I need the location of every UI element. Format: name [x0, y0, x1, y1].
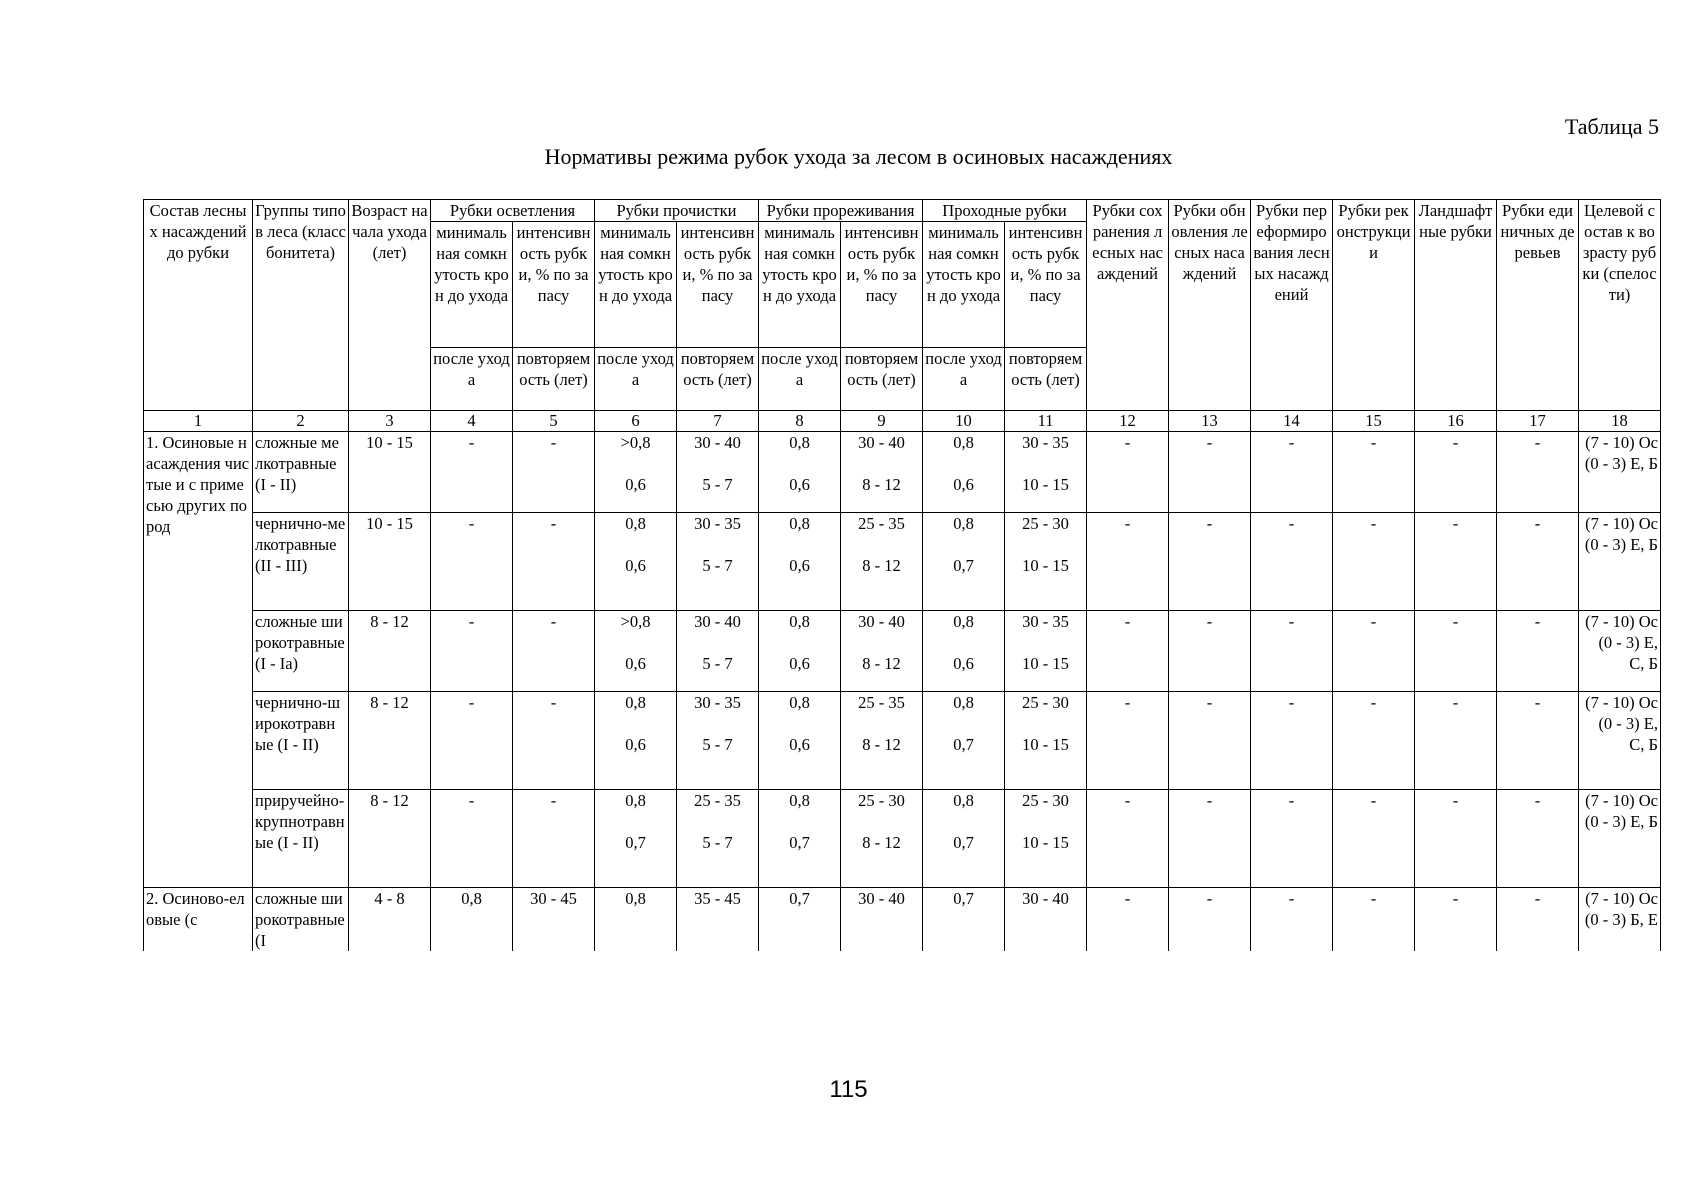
passing-density-cell-bottom: 0,7 — [953, 735, 974, 754]
clearing-density-cell: - — [431, 611, 513, 692]
header-composition: Состав лесных насаждений до рубки — [144, 200, 253, 411]
header-intensity: интенсивность рубки, % по запасу — [677, 222, 759, 348]
dash-cell-c12: - — [1087, 513, 1169, 611]
column-number: 4 — [431, 411, 513, 432]
column-number: 11 — [1005, 411, 1087, 432]
cleaning-density-cell-bottom: 0,6 — [625, 556, 646, 575]
header-c13: Рубки обновления лесных насаждений — [1169, 200, 1251, 411]
header-c15: Рубки реконструкции — [1333, 200, 1415, 411]
passing-density-cell-bottom: 0,7 — [953, 556, 974, 575]
passing-density-cell: 0,7 — [923, 888, 1005, 952]
passing-density-cell-top: 0,8 — [953, 693, 974, 712]
dash-cell-c15: - — [1333, 513, 1415, 611]
thinning-intensity-cell: 30 - 40 — [841, 888, 923, 952]
passing-intensity-cell-bottom: 10 - 15 — [1022, 833, 1069, 852]
column-number: 6 — [595, 411, 677, 432]
cleaning-intensity-cell-bottom: 5 - 7 — [702, 735, 733, 754]
target-composition-admixture: (0 - 3) Е, С, Б — [1598, 714, 1659, 754]
spacer — [597, 534, 674, 555]
column-number: 2 — [253, 411, 349, 432]
header-repeat: повторяемость (лет) — [841, 348, 923, 411]
target-composition-main: (7 - 10) Ос (0 - 3) Б, Е — [1584, 889, 1659, 929]
forest-type-cell: чернично-широкотравные (I - II) — [253, 692, 349, 790]
passing-density-cell — [923, 432, 1005, 513]
header-passing: Проходные рубки — [923, 200, 1087, 222]
cleaning-intensity-cell — [677, 611, 759, 692]
header-min-density: минимальная сомкнутость крон до ухода — [923, 222, 1005, 348]
thinning-intensity-cell — [841, 790, 923, 888]
thinning-intensity-cell-bottom: 8 - 12 — [862, 475, 901, 494]
table-row — [144, 611, 1661, 692]
header-c14: Рубки переформирования лесных насаждений — [1251, 200, 1333, 411]
target-composition-admixture: (0 - 3) Е, Б — [1584, 535, 1659, 554]
table-row — [144, 513, 1661, 611]
column-number: 10 — [923, 411, 1005, 432]
spacer — [925, 713, 1002, 734]
thinning-density-cell-top: 0,8 — [789, 791, 810, 810]
passing-density-cell-top: 0,8 — [953, 514, 974, 533]
spacer — [843, 811, 920, 832]
table-row — [144, 888, 1661, 952]
passing-intensity-cell-top: 30 - 35 — [1022, 433, 1069, 452]
spacer — [761, 632, 838, 653]
composition-cell: 1. Осиновые насаждения чистые и с примесью других пород — [144, 432, 253, 888]
spacer — [925, 811, 1002, 832]
dash-cell-c14: - — [1251, 888, 1333, 952]
column-number: 17 — [1497, 411, 1579, 432]
spacer — [1007, 534, 1084, 555]
thinning-intensity-cell-top: 30 - 40 — [858, 612, 905, 631]
clearing-intensity-cell: - — [513, 432, 595, 513]
thinning-intensity-cell-top: 25 - 30 — [858, 791, 905, 810]
dash-cell-c13: - — [1169, 888, 1251, 952]
cleaning-intensity-cell-bottom: 5 - 7 — [702, 654, 733, 673]
thinning-intensity-cell-bottom: 8 - 12 — [862, 735, 901, 754]
cleaning-intensity-cell-bottom: 5 - 7 — [702, 556, 733, 575]
passing-intensity-cell — [1005, 513, 1087, 611]
dash-cell-c13: - — [1169, 513, 1251, 611]
spacer — [761, 811, 838, 832]
page-number: 115 — [829, 1076, 868, 1103]
passing-density-cell-top: 0,8 — [953, 791, 974, 810]
norms-table — [143, 199, 1661, 951]
cleaning-intensity-cell — [677, 692, 759, 790]
cleaning-intensity-cell — [677, 513, 759, 611]
passing-intensity-cell — [1005, 790, 1087, 888]
thinning-density-cell-bottom: 0,7 — [789, 833, 810, 852]
spacer — [925, 534, 1002, 555]
spacer — [679, 453, 756, 474]
passing-intensity-cell — [1005, 432, 1087, 513]
dash-cell-c17: - — [1497, 611, 1579, 692]
spacer — [1007, 811, 1084, 832]
cleaning-density-cell — [595, 432, 677, 513]
dash-cell-c12: - — [1087, 611, 1169, 692]
dash-cell-c13: - — [1169, 611, 1251, 692]
passing-density-cell — [923, 692, 1005, 790]
clearing-density-cell: - — [431, 692, 513, 790]
target-composition-main: (7 - 10) Ос — [1585, 693, 1659, 712]
cleaning-intensity-cell: 35 - 45 — [677, 888, 759, 952]
dash-cell-c14: - — [1251, 611, 1333, 692]
clearing-intensity-cell: - — [513, 692, 595, 790]
spacer — [843, 632, 920, 653]
target-composition-admixture: (0 - 3) Е, Б — [1584, 454, 1659, 473]
thinning-density-cell — [759, 611, 841, 692]
dash-cell-c16: - — [1415, 790, 1497, 888]
header-intensity: интенсивность рубки, % по запасу — [841, 222, 923, 348]
column-number: 13 — [1169, 411, 1251, 432]
dash-cell-c15: - — [1333, 611, 1415, 692]
spacer — [761, 453, 838, 474]
dash-cell-c15: - — [1333, 692, 1415, 790]
header-c12: Рубки сохранения лесных насаждений — [1087, 200, 1169, 411]
header-after-care: после ухода — [759, 348, 841, 411]
target-composition-cell — [1579, 692, 1661, 790]
cleaning-intensity-cell-top: 30 - 35 — [694, 514, 741, 533]
passing-intensity-cell-bottom: 10 - 15 — [1022, 654, 1069, 673]
cleaning-density-cell-bottom: 0,6 — [625, 654, 646, 673]
clearing-density-cell: - — [431, 513, 513, 611]
cleaning-density-cell — [595, 692, 677, 790]
header-repeat: повторяемость (лет) — [1005, 348, 1087, 411]
spacer — [1007, 713, 1084, 734]
cleaning-intensity-cell-top: 30 - 40 — [694, 612, 741, 631]
cleaning-density-cell: 0,8 — [595, 888, 677, 952]
cleaning-intensity-cell-bottom: 5 - 7 — [702, 475, 733, 494]
forest-type-cell: сложные широкотравные (I - Ia) — [253, 611, 349, 692]
cleaning-density-cell-top: >0,8 — [620, 612, 651, 631]
header-after-care: после ухода — [923, 348, 1005, 411]
thinning-intensity-cell — [841, 611, 923, 692]
column-number: 8 — [759, 411, 841, 432]
header-repeat: повторяемость (лет) — [513, 348, 595, 411]
header-repeat: повторяемость (лет) — [677, 348, 759, 411]
thinning-density-cell-bottom: 0,6 — [789, 735, 810, 754]
cleaning-intensity-cell-top: 25 - 35 — [694, 791, 741, 810]
thinning-density-cell-bottom: 0,6 — [789, 475, 810, 494]
passing-intensity-cell-top: 25 - 30 — [1022, 791, 1069, 810]
spacer — [843, 534, 920, 555]
dash-cell-c16: - — [1415, 888, 1497, 952]
clearing-intensity-cell: - — [513, 790, 595, 888]
passing-intensity-cell-top: 30 - 35 — [1022, 612, 1069, 631]
passing-density-cell-top: 0,8 — [953, 612, 974, 631]
passing-density-cell-bottom: 0,6 — [953, 475, 974, 494]
clearing-intensity-cell: 30 - 45 — [513, 888, 595, 952]
cleaning-density-cell-top: >0,8 — [620, 433, 651, 452]
dash-cell-c17: - — [1497, 888, 1579, 952]
forest-type-cell: приручейно-крупнотравные (I - II) — [253, 790, 349, 888]
dash-cell-c13: - — [1169, 432, 1251, 513]
header-forest-groups: Группы типов леса (класс бонитета) — [253, 200, 349, 411]
header-min-density: минимальная сомкнутость крон до ухода — [759, 222, 841, 348]
spacer — [679, 534, 756, 555]
dash-cell-c12: - — [1087, 692, 1169, 790]
thinning-intensity-cell — [841, 692, 923, 790]
start-age-cell: 8 - 12 — [349, 692, 431, 790]
start-age-cell: 10 - 15 — [349, 513, 431, 611]
table-title: Нормативы режима рубок ухода за лесом в осиновых насаждениях — [544, 144, 1173, 169]
dash-cell-c17: - — [1497, 790, 1579, 888]
dash-cell-c17: - — [1497, 513, 1579, 611]
spacer — [761, 534, 838, 555]
thinning-intensity-cell-top: 25 - 35 — [858, 693, 905, 712]
target-composition-cell — [1579, 611, 1661, 692]
target-composition-main: (7 - 10) Ос — [1585, 514, 1659, 533]
dash-cell-c17: - — [1497, 692, 1579, 790]
column-numbers-row — [144, 411, 1661, 432]
forest-type-cell: сложные мелкотравные (I - II) — [253, 432, 349, 513]
spacer — [761, 713, 838, 734]
spacer — [679, 713, 756, 734]
header-thinning: Рубки прореживания — [759, 200, 923, 222]
cleaning-intensity-cell-top: 30 - 40 — [694, 433, 741, 452]
table-row — [144, 790, 1661, 888]
cleaning-density-cell-bottom: 0,6 — [625, 475, 646, 494]
cleaning-intensity-cell-bottom: 5 - 7 — [702, 833, 733, 852]
column-number: 12 — [1087, 411, 1169, 432]
cleaning-density-cell — [595, 513, 677, 611]
dash-cell-c16: - — [1415, 692, 1497, 790]
dash-cell-c15: - — [1333, 888, 1415, 952]
thinning-density-cell — [759, 513, 841, 611]
dash-cell-c16: - — [1415, 513, 1497, 611]
thinning-density-cell-bottom: 0,6 — [789, 556, 810, 575]
start-age-cell: 10 - 15 — [349, 432, 431, 513]
target-composition-cell — [1579, 513, 1661, 611]
cleaning-density-cell — [595, 790, 677, 888]
column-number: 9 — [841, 411, 923, 432]
column-number: 5 — [513, 411, 595, 432]
cleaning-density-cell-top: 0,8 — [625, 514, 646, 533]
passing-intensity-cell — [1005, 692, 1087, 790]
table-row — [144, 432, 1661, 513]
thinning-intensity-cell — [841, 432, 923, 513]
target-composition-cell — [1579, 432, 1661, 513]
column-number: 18 — [1579, 411, 1661, 432]
dash-cell-c12: - — [1087, 888, 1169, 952]
spacer — [597, 811, 674, 832]
header-c16: Ландшафтные рубки — [1415, 200, 1497, 411]
clearing-density-cell: 0,8 — [431, 888, 513, 952]
header-c18: Целевой состав к возрасту рубки (спелости) — [1579, 200, 1661, 411]
dash-cell-c14: - — [1251, 692, 1333, 790]
cleaning-intensity-cell — [677, 790, 759, 888]
passing-intensity-cell — [1005, 611, 1087, 692]
target-composition-cell — [1579, 790, 1661, 888]
target-composition-main: (7 - 10) Ос — [1585, 612, 1659, 631]
thinning-intensity-cell-bottom: 8 - 12 — [862, 833, 901, 852]
cleaning-density-cell-bottom: 0,6 — [625, 735, 646, 754]
passing-intensity-cell-bottom: 10 - 15 — [1022, 475, 1069, 494]
thinning-density-cell-top: 0,8 — [789, 693, 810, 712]
spacer — [843, 453, 920, 474]
spacer — [925, 453, 1002, 474]
cleaning-density-cell — [595, 611, 677, 692]
column-number: 7 — [677, 411, 759, 432]
cleaning-density-cell-top: 0,8 — [625, 791, 646, 810]
header-cleaning: Рубки прочистки — [595, 200, 759, 222]
start-age-cell: 4 - 8 — [349, 888, 431, 952]
passing-density-cell — [923, 513, 1005, 611]
thinning-intensity-cell-bottom: 8 - 12 — [862, 654, 901, 673]
passing-density-cell-bottom: 0,7 — [953, 833, 974, 852]
spacer — [1007, 632, 1084, 653]
dash-cell-c13: - — [1169, 692, 1251, 790]
dash-cell-c17: - — [1497, 432, 1579, 513]
thinning-density-cell-top: 0,8 — [789, 612, 810, 631]
dash-cell-c15: - — [1333, 432, 1415, 513]
target-composition-main: (7 - 10) Ос — [1585, 433, 1659, 452]
column-number: 16 — [1415, 411, 1497, 432]
column-number: 1 — [144, 411, 253, 432]
dash-cell-c16: - — [1415, 432, 1497, 513]
thinning-density-cell-bottom: 0,6 — [789, 654, 810, 673]
forest-type-cell: сложные широкотравные (I — [253, 888, 349, 952]
composition-cell: 2. Осиново-еловые (с — [144, 888, 253, 952]
dash-cell-c12: - — [1087, 790, 1169, 888]
passing-density-cell — [923, 611, 1005, 692]
spacer — [679, 811, 756, 832]
thinning-density-cell-top: 0,8 — [789, 433, 810, 452]
passing-density-cell — [923, 790, 1005, 888]
header-intensity: интенсивность рубки, % по запасу — [513, 222, 595, 348]
cleaning-density-cell-top: 0,8 — [625, 693, 646, 712]
forest-type-cell: чернично-мелкотравные (II - III) — [253, 513, 349, 611]
dash-cell-c16: - — [1415, 611, 1497, 692]
thinning-intensity-cell-bottom: 8 - 12 — [862, 556, 901, 575]
header-clearing: Рубки осветления — [431, 200, 595, 222]
dash-cell-c13: - — [1169, 790, 1251, 888]
table-label: Таблица 5 — [1564, 114, 1659, 139]
dash-cell-c14: - — [1251, 790, 1333, 888]
table-row — [144, 692, 1661, 790]
target-composition-admixture: (0 - 3) Е, Б — [1584, 812, 1659, 831]
dash-cell-c14: - — [1251, 513, 1333, 611]
spacer — [679, 632, 756, 653]
thinning-density-cell — [759, 432, 841, 513]
header-min-density: минимальная сомкнутость крон до ухода — [431, 222, 513, 348]
passing-intensity-cell-bottom: 10 - 15 — [1022, 556, 1069, 575]
dash-cell-c12: - — [1087, 432, 1169, 513]
passing-intensity-cell-top: 25 - 30 — [1022, 693, 1069, 712]
column-number: 3 — [349, 411, 431, 432]
column-number: 15 — [1333, 411, 1415, 432]
thinning-density-cell: 0,7 — [759, 888, 841, 952]
target-composition-cell — [1579, 888, 1661, 952]
thinning-intensity-cell-top: 30 - 40 — [858, 433, 905, 452]
start-age-cell: 8 - 12 — [349, 790, 431, 888]
header-c17: Рубки единичных деревьев — [1497, 200, 1579, 411]
clearing-density-cell: - — [431, 790, 513, 888]
header-after-care: после ухода — [431, 348, 513, 411]
spacer — [843, 713, 920, 734]
cleaning-intensity-cell — [677, 432, 759, 513]
spacer — [925, 632, 1002, 653]
target-composition-main: (7 - 10) Ос — [1585, 791, 1659, 810]
spacer — [597, 632, 674, 653]
passing-density-cell-bottom: 0,6 — [953, 654, 974, 673]
dash-cell-c14: - — [1251, 432, 1333, 513]
passing-intensity-cell-top: 25 - 30 — [1022, 514, 1069, 533]
spacer — [1007, 453, 1084, 474]
dash-cell-c15: - — [1333, 790, 1415, 888]
passing-density-cell-top: 0,8 — [953, 433, 974, 452]
clearing-intensity-cell: - — [513, 513, 595, 611]
column-number: 14 — [1251, 411, 1333, 432]
start-age-cell: 8 - 12 — [349, 611, 431, 692]
header-min-density: минимальная сомкнутость крон до ухода — [595, 222, 677, 348]
clearing-intensity-cell: - — [513, 611, 595, 692]
spacer — [597, 453, 674, 474]
thinning-intensity-cell-top: 25 - 35 — [858, 514, 905, 533]
passing-intensity-cell-bottom: 10 - 15 — [1022, 735, 1069, 754]
spacer — [597, 713, 674, 734]
thinning-intensity-cell — [841, 513, 923, 611]
thinning-density-cell — [759, 692, 841, 790]
header-intensity: интенсивность рубки, % по запасу — [1005, 222, 1087, 348]
cleaning-density-cell-bottom: 0,7 — [625, 833, 646, 852]
cleaning-intensity-cell-top: 30 - 35 — [694, 693, 741, 712]
clearing-density-cell: - — [431, 432, 513, 513]
target-composition-admixture: (0 - 3) Е, С, Б — [1598, 633, 1659, 673]
header-start-age: Возраст начала ухода (лет) — [349, 200, 431, 411]
thinning-density-cell — [759, 790, 841, 888]
thinning-density-cell-top: 0,8 — [789, 514, 810, 533]
passing-intensity-cell: 30 - 40 — [1005, 888, 1087, 952]
header-after-care: после ухода — [595, 348, 677, 411]
